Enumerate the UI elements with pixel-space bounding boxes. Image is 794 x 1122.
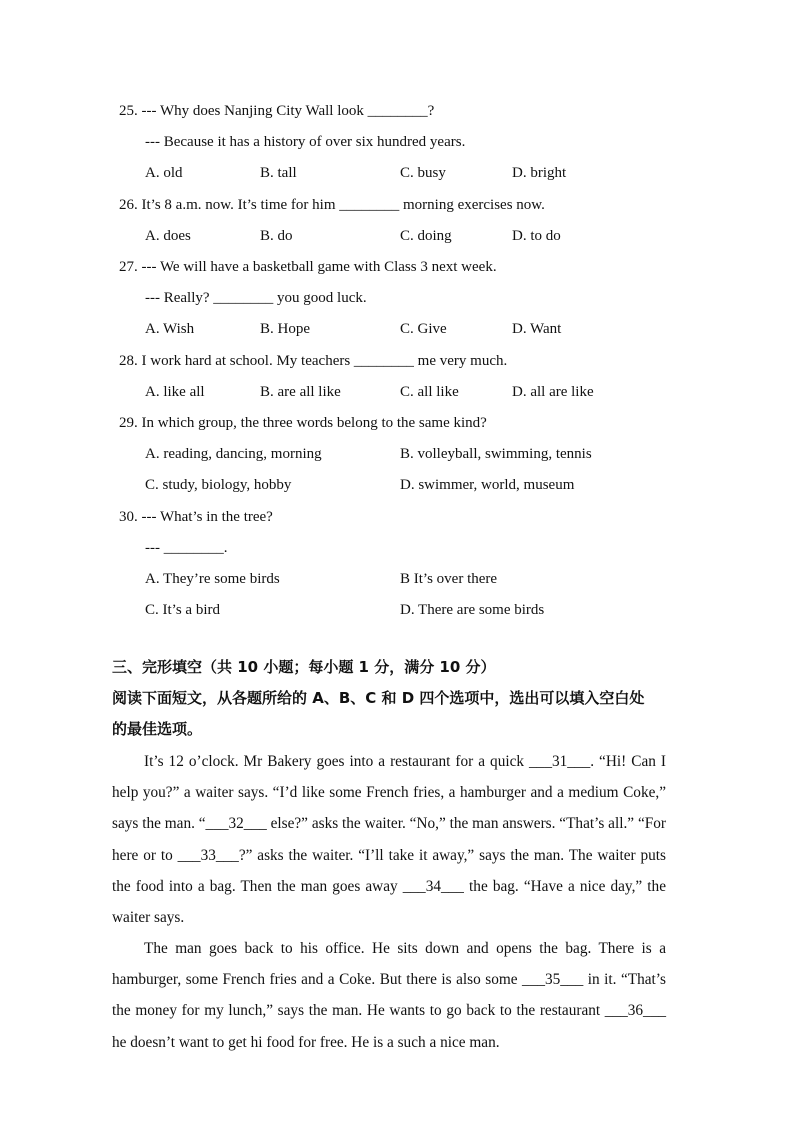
question-25-stem: 25. --- Why does Nanjing City Wall look ________?	[119, 103, 435, 119]
question-27-option-c: C. Give	[400, 321, 447, 337]
question-28-option-c: C. all like	[400, 384, 459, 400]
question-30-stem: 30. --- What’s in the tree?	[119, 509, 273, 525]
question-25-option-b: B. tall	[260, 165, 297, 181]
question-30-response: --- ________.	[145, 540, 228, 556]
question-26-stem: 26. It’s 8 a.m. now. It’s time for him ________ morning exercises now.	[119, 197, 545, 213]
passage-paragraph-1: It’s 12 o’clock. Mr Bakery goes into a restaurant for a quick ___31___. “Hi! Can I help you?” a waiter says. “I’d like some French fries, a hamburger and a medium Coke,” says the man. “___32___ else?” asks the waiter. “No,” the man answers. “That’s all.” “For here or to ___33___?” asks the waiter. “I’ll take it away,” says the man. The waiter puts the food into a bag. Then the man goes away ___34___ the bag. “Have a nice day,” the waiter says.	[112, 753, 666, 927]
question-28-option-a: A. like all	[145, 384, 205, 400]
section-title: 三、完形填空（共 10 小题；每小题 1 分，满分 10 分）	[112, 658, 496, 676]
question-25-option-d: D. bright	[512, 165, 567, 181]
question-30-option-b: B It’s over there	[400, 571, 498, 587]
question-30-option-c: C. It’s a bird	[145, 602, 220, 618]
question-27-option-d: D. Want	[512, 321, 562, 337]
section-instruction-line2: 的最佳选项。	[112, 720, 203, 738]
question-29-option-a: A. reading, dancing, morning	[145, 446, 322, 462]
question-26-option-c: C. doing	[400, 228, 452, 244]
question-29-option-b: B. volleyball, swimming, tennis	[400, 446, 592, 462]
question-26-option-d: D. to do	[512, 228, 561, 244]
question-25-option-a: A. old	[145, 165, 183, 181]
question-29-option-c: C. study, biology, hobby	[145, 477, 292, 493]
question-28-option-d: D. all are like	[512, 384, 594, 400]
passage-paragraph-2: The man goes back to his office. He sits down and opens the bag. There is a hamburger, some French fries and a Coke. But there is also some ___35___ in it. “That’s the money for my lunch,” says the man. He wants to go back to the restaurant ___36___ he doesn’t want to get hi food for free. He is a such a nice man.	[112, 940, 666, 1051]
question-25-response: --- Because it has a history of over six hundred years.	[145, 134, 466, 150]
question-25-option-c: C. busy	[400, 165, 446, 181]
question-28-stem: 28. I work hard at school. My teachers ________ me very much.	[119, 353, 508, 369]
question-27-stem: 27. --- We will have a basketball game with Class 3 next week.	[119, 259, 497, 275]
question-26-option-a: A. does	[145, 228, 191, 244]
question-27-response: --- Really? ________ you good luck.	[145, 290, 367, 306]
question-29-option-d: D. swimmer, world, museum	[400, 477, 575, 493]
section-instruction-line1: 阅读下面短文，从各题所给的 A、B、C 和 D 四个选项中，选出可以填入空白处	[112, 689, 645, 707]
question-30-option-a: A. They’re some birds	[145, 571, 280, 587]
question-30-option-d: D. There are some birds	[400, 602, 545, 618]
question-28-option-b: B. are all like	[260, 384, 341, 400]
question-29-stem: 29. In which group, the three words belong to the same kind?	[119, 415, 487, 431]
question-27-option-b: B. Hope	[260, 321, 310, 337]
question-27-option-a: A. Wish	[145, 321, 195, 337]
question-26-option-b: B. do	[260, 228, 293, 244]
